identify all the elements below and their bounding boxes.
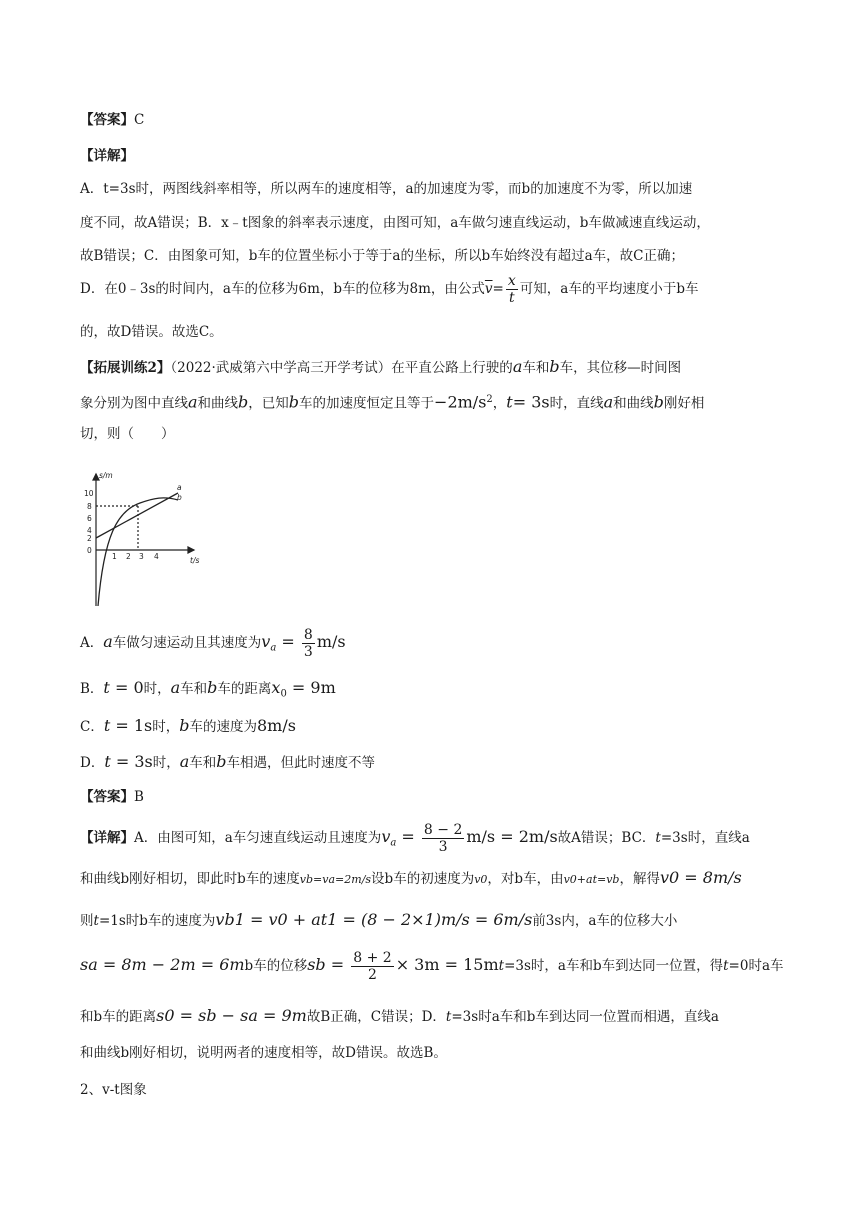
x-tick-1: 1	[112, 552, 117, 561]
answer-2: 【答案】B	[80, 789, 144, 805]
x-tick-2: 2	[126, 552, 131, 561]
answer-label: 【答案】	[80, 112, 134, 128]
label-a: a	[177, 483, 182, 492]
x-axis-label: t/s	[190, 556, 200, 565]
x-axis-arrow	[188, 547, 194, 553]
detail-line-5: 的，故D错误。故选C。	[80, 324, 223, 340]
problem-tag: 【拓展训练2】	[80, 360, 171, 376]
option-c[interactable]: C．t = 1s时，b车的速度为8m/s	[80, 716, 296, 735]
y-tick-8: 8	[87, 502, 92, 511]
label-b: b	[177, 493, 182, 502]
detail2-line-5: 和b车的距离s0 = sb − sa = 9m故B正确，C错误；D．t=3s时a车和b车到达同一位置而相遇，直线a	[80, 1006, 719, 1025]
detail2-line-2: 和曲线b刚好相切，即此时b车的速度vb=va=2m/s设b车的初速度为v0，对b车，由v0+at=vb，解得v0 = 8m/s	[80, 868, 742, 887]
detail2-line-1: 【详解】A．由图可知，a车匀速直线运动且速度为$v_a$ = $\frac{8 - 2}{3}$ m/s = 2m/s故A错误；BC．t=3s时，直线a	[80, 822, 750, 855]
detail-line-2: 度不同，故A错误；B．x﹣t图象的斜率表示速度，由图可知，a车做匀速直线运动，b车做减速直线运动，	[80, 215, 710, 231]
option-b[interactable]: B．t = 0时，a车和b车的距离$x_0 = 9m$	[80, 678, 336, 700]
detail2-line-4: sa = 8m − 2m = 6mb车的位移sb = $\frac{8 + 2}{2}$ × 3m = 15mt=3s时，a车和b车到达同一位置，得t=0时a车	[80, 950, 784, 983]
y-tick-4: 4	[87, 526, 92, 535]
detail-line-4: D．在0﹣3s的时间内，a车的位移为6m，b车的位移为8m，由公式$\overline{v}=$ $\frac{x}{t}$ 可知，a车的平均速度小于b车	[80, 273, 699, 306]
answer-value: C	[134, 112, 145, 128]
option-d[interactable]: D．t = 3s时，a车和b车相遇，但此时速度不等	[80, 752, 376, 771]
problem-line-1: 【拓展训练2】（2022·武威第六中学高三开学考试）在平直公路上行驶的a车和b车，其位移—时间图	[80, 357, 682, 376]
answer-1	[80, 110, 782, 130]
option-a[interactable]: A．a车做匀速运动且其速度为$v_a$ = $\frac{8}{3}$ m/s	[80, 627, 346, 660]
y-tick-2: 2	[87, 534, 92, 543]
detail2-line-3: 则t=1s时b车的速度为vb1 = v0 + at1 = (8 − 2×1)m/s = 6m/s前3s内，a车的位移大小	[80, 910, 678, 929]
detail2-line-6: 和曲线b刚好相切，说明两者的速度相等，故D错误。故选B。	[80, 1045, 447, 1061]
y-tick-6: 6	[87, 514, 92, 523]
x-tick-3: 3	[139, 552, 144, 561]
line-a	[96, 493, 178, 538]
fraction-x-over-t: $\frac{x}{t}$	[507, 273, 516, 306]
section-heading: 2、v-t图象	[80, 1082, 147, 1098]
problem-line-2: 象分别为图中直线a和曲线b，已知b车的加速度恒定且等于$-2m/s^2$，t= 3s时，直线a和曲线b刚好相	[80, 392, 705, 412]
detail-line-1: A．t=3s时，两图线斜率相等，所以两车的速度相等，a的加速度为零，而b的加速度不为零，所以加速	[80, 181, 693, 197]
y-tick-10: 10	[84, 489, 94, 498]
y-tick-0: 0	[87, 546, 92, 555]
x-tick-4: 4	[154, 552, 159, 561]
y-axis-label: s/m	[99, 471, 113, 480]
detail-label: 【详解】	[80, 148, 134, 164]
problem-line-3: 切，则（ ）	[80, 426, 175, 442]
position-time-figure	[82, 466, 202, 614]
detail-line-3: 故B错误；C．由图象可知，b车的位置坐标小于等于a的坐标，所以b车始终没有超过a车，故C正确；	[80, 248, 684, 264]
